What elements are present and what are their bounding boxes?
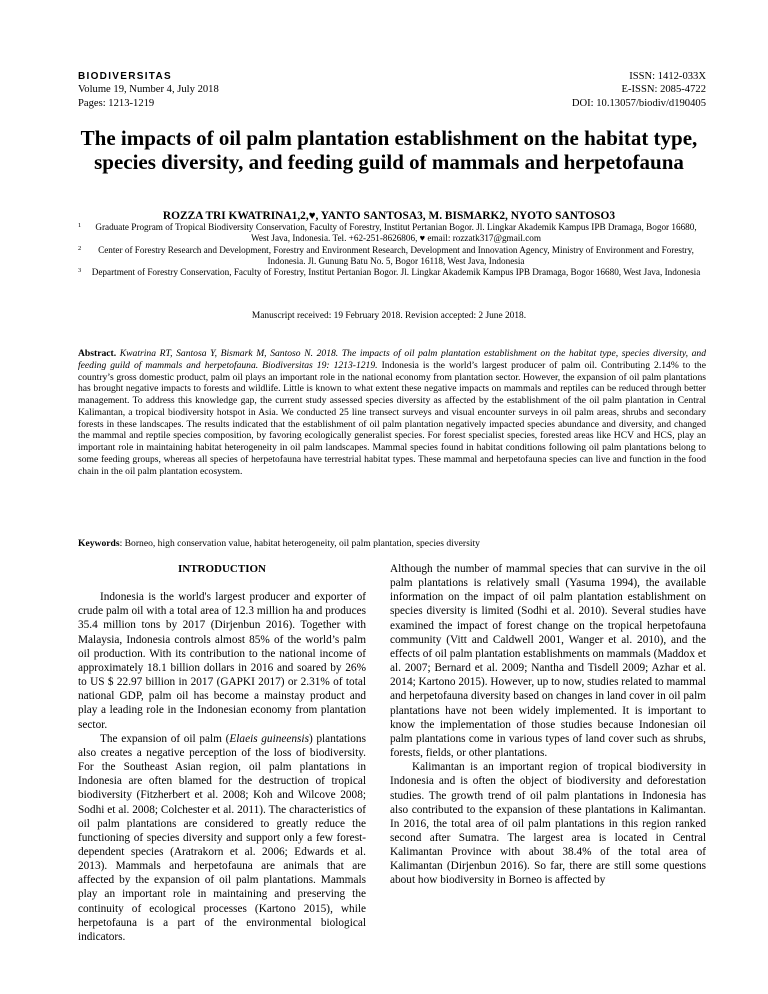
affiliation-text: Graduate Program of Tropical Biodiversity Conservation, Faculty of Forestry, Institut Pertanian Bogor. Jl. Lingkar Akademik Kampus IPB Dramaga, Bogor 16680, West Java, Indonesia. Tel. +62-251-8626806, ♥ email: rozzatk317@gmail.com xyxy=(95,222,697,244)
intro-paragraph-2 xyxy=(78,732,366,944)
author-list: ROZZA TRI KWATRINA1,2,♥, YANTO SANTOSA3, M. BISMARK2, NYOTO SANTOSO3 xyxy=(162,210,616,222)
affiliation-number: 2 xyxy=(78,244,82,252)
affiliation-text: Center of Forestry Research and Development, Forestry and Environment Research, Development and Innovation Agency, Ministry of Environment and Forestry, Indonesia. Jl. Gunung Batu No. 5, Bogor 16118, West Java, Indonesia xyxy=(98,244,694,266)
header-right xyxy=(572,70,706,110)
header-left xyxy=(78,70,219,110)
abstract xyxy=(78,348,706,477)
affiliation-2 xyxy=(78,245,706,268)
affiliation-number: 1 xyxy=(78,222,82,229)
keywords-text: : Borneo, high conservation value, habitat heterogeneity, oil palm plantation, species diversity xyxy=(119,538,480,549)
issn: ISSN: 1412-033X xyxy=(629,71,706,82)
abstract-body: Indonesia is the world’s largest producer of palm oil. Contributing 2.14% to the country’s gross domestic product, palm oil plays an important role in the national economy from plantation sector. However, the expansion of oil palm plantations has brought negative impacts to forests and wildlife. Little is known to what extent these negative impacts on mammals and reptiles can be reduced through better management. To address this knowledge gap, the current study assessed species diversity as affected by the establishment of the oil palm plantation in Central Kalimantan, a tropical biodiversity hotspot in Asia. We conducted 25 line transect surveys and visual encounter surveys in oil palm areas, shrubs and secondary forests in these landscapes. The results indicated that the establishment of oil palm plantation negatively impacted species abundance and diversity, and changed the mammal and reptile species composition, by favoring ecologically generalist species. For forest specialist species, forested areas like HCV and HCS, play an important role in maintaining habitat heterogeneity in oil palm landscapes. Mammal species found in habitat conditions following oil palm plantations belong to some feeding groups, whereas all species of herpetofauna have terrestrial habitat types. These mammal and herpetofauna species can live and function in the food chain in the oil palm plantation ecosystem. xyxy=(78,359,706,477)
affiliation-3 xyxy=(78,267,706,278)
abstract-label: Abstract. xyxy=(78,348,117,359)
journal-volume: Volume 19, Number 4, July 2018 xyxy=(78,84,219,96)
keywords xyxy=(78,538,706,549)
affiliation-number: 3 xyxy=(78,267,82,275)
title-line-2: species diversity, and feeding guild of mammals and herpetofauna xyxy=(94,150,684,174)
left-column xyxy=(78,562,366,944)
abstract-citation: Kwatrina RT, Santosa Y, Bismark M, Santoso N. 2018. The impacts of oil palm plantation establishment on the habitat type, species diversity, and feeding guild of mammals and herpetofauna. Biodiversitas 19: 1213-1219. xyxy=(78,348,706,371)
title-line-1: The impacts of oil palm plantation establishment on the habitat type, xyxy=(80,126,698,150)
journal-pages: Pages: 1213-1219 xyxy=(78,97,155,109)
doi: DOI: 10.13057/biodiv/d190405 xyxy=(571,97,706,109)
section-heading-introduction: INTRODUCTION xyxy=(177,563,266,575)
species-name: Elaeis guineensis xyxy=(229,732,309,745)
affiliations xyxy=(78,222,706,278)
intro-paragraph-1: Indonesia is the world's largest producer and exporter of crude palm oil with a total area of 12.3 million ha and produces 35.4 million tons by 2017 (Dirjenbun 2016). Together with Malaysia, Indonesia controls almost 85% of the world’s palm oil production. With its contribution to the national income of approximately 18.1 billion dollars in 2016 and soared by 26% to US $ 22.97 billion in 2017 (GAPKI 2017) or 2.31% of total national GDP, palm oil has become a mainstay product and play a leading role in the Indonesian economy from plantation sector. xyxy=(78,591,366,731)
keywords-label: Keywords xyxy=(78,538,120,549)
intro-p2-start: The expansion of oil palm ( xyxy=(100,732,230,745)
article-title xyxy=(70,126,708,174)
affiliation-text: Department of Forestry Conservation, Faculty of Forestry, Institut Pertanian Bogor. Jl. Lingkar Akademik Kampus IPB Dramaga, Bogor 16680, West Java, Indonesia xyxy=(91,267,701,278)
intro-p2-rest: ) plantations also creates a negative perception of the loss of biodiversity. For the Southeast Asian region, oil palm plantations in Indonesia are often blamed for the destruction of tropical biodiversity (Fitzherbert et al. 2008; Koh and Wilcove 2008; Sodhi et al. 2008; Colchester et al. 2011). The characteristics of oil palm plantations are considered to greatly reduce the functioning of species diversity and support only a few forest-dependent species (Aratrakorn et al. 2006; Edwards et al. 2013). Mammals and herpetofauna are animals that are affected by the expansion of oil palm plantations. Mammals play an important role in maintaining and preserving the continuity of ecological processes (Kartono 2015), while herpetofauna is a part of the environmental biological indicators. xyxy=(78,732,366,943)
right-column xyxy=(390,562,706,888)
manuscript-dates: Manuscript received: 19 February 2018. Revision accepted: 2 June 2018. xyxy=(251,311,527,321)
affiliation-1 xyxy=(78,222,706,245)
intro-paragraph-4: Kalimantan is an important region of tropical biodiversity in Indonesia and is often the object of biodiversity and deforestation studies. The growth trend of oil palm plantations in Indonesia has also contributed to the expansion of these plantations in Kalimantan. In 2016, the total area of oil palm plantations in this region ranked second after Sumatra. The largest area is located in Central Kalimantan Province with about 38.4% of the total area of Kalimantan (Dirjenbun 2016). So far, there are still some questions about how biodiversity in Borneo is affected by xyxy=(390,761,706,887)
intro-paragraph-3: Although the number of mammal species that can survive in the oil palm plantations is relatively small (Yasuma 1994), the available information on the impact of oil palm plantation establishment on species diversity is limited (Sodhi et al. 2010). Several studies have examined the impact of forest change on the tropical herpetofauna community (Vitt and Caldwell 2001, Wanger et al. 2010), and the effects of oil palm plantation establishments on mammals (Maddox et al. 2007; Bernard et al. 2009; Nantha and Tisdell 2009; Azhar et al. 2014; Kartono 2015). However, up to now, studies related to mammal and herpetofauna diversity based on changes in land cover in oil palm plantations have not been widely implemented. It is important to know the implementation of those studies because Indonesian oil palm plantations come in various types of land cover such as shrubs, forests, fields, or other plantations. xyxy=(390,563,707,760)
eissn: E-ISSN: 2085-4722 xyxy=(621,84,706,96)
journal-name: BIODIVERSITAS xyxy=(78,71,172,82)
